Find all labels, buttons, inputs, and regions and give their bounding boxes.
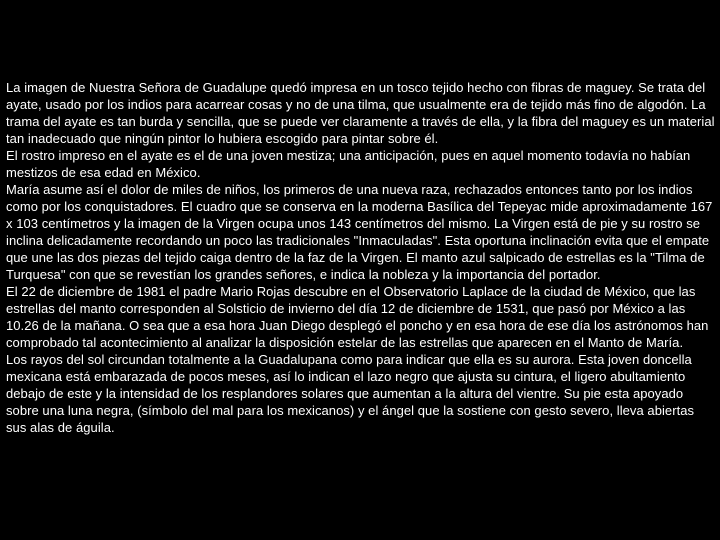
paragraph-rayos: Los rayos del sol circundan totalmente a la Guadalupana como para indicar que ella es su aurora. Esta joven doncella mexicana está embarazada de pocos meses, así lo indican el lazo negro que ajusta su cintura, el ligero abultamiento debajo de este y la intensidad de los resplandores solares que aumentan a la altura del vientre. Su pie esta apoyado sobre una luna negra, (símbolo del mal para los mexicanos) y el ángel que la sostiene con gesto severo, lleva abiertas sus alas de águila. xyxy=(6,352,695,435)
body-text xyxy=(6,79,716,436)
paragraph-rostro: El rostro impreso en el ayate es el de una joven mestiza; una anticipación, pues en aquel momento todavía no habían mestizos de esa edad en México. xyxy=(6,148,691,180)
paragraph-maria: María asume así el dolor de miles de niños, los primeros de una nueva raza, rechazados entonces tanto por los indios como por los conquistadores. El cuadro que se conserva en la moderna Basílica del Tepeyac mide aproximadamente 167 x 103 centímetros y la imagen de la Virgen ocupa unos 143 centímetros del mismo. La Virgen está de pie y su rostro se inclina delicadamente recordando un poco las tradicionales "Inmaculadas". Esta oportuna inclinación evita que el empate que une las dos piezas del tejido caiga dentro de la faz de la Virgen. El manto azul salpicado de estrellas es la "Tilma de Turquesa" con que se revestían los grandes señores, e indica la nobleza y la importancia del portador. xyxy=(6,182,713,282)
paragraph-estrellas: El 22 de diciembre de 1981 el padre Mario Rojas descubre en el Observatorio Laplace de la ciudad de México, que las estrellas del manto corresponden al Solsticio de invierno del día 12 de diciembre de 1531, que pasó por México a las 10.26 de la mañana. O sea que a esa hora Juan Diego desplegó el poncho y en esa hora de ese día los astrónomos han comprobado tal acontecimiento al analizar la disposición estelar de las estrellas que aparecen en el Manto de María. xyxy=(6,284,709,350)
paragraph-ayate: La imagen de Nuestra Señora de Guadalupe quedó impresa en un tosco tejido hecho con fibras de maguey. Se trata del ayate, usado por los indios para acarrear cosas y no de una tilma, que usualmente era de tejido más fino de algodón. La trama del ayate es tan burda y sencilla, que se puede ver claramente a través de ella, y la fibra del maguey es un material tan inadecuado que ningún pintor lo hubiera escogido para pintar sobre él. xyxy=(6,80,715,146)
